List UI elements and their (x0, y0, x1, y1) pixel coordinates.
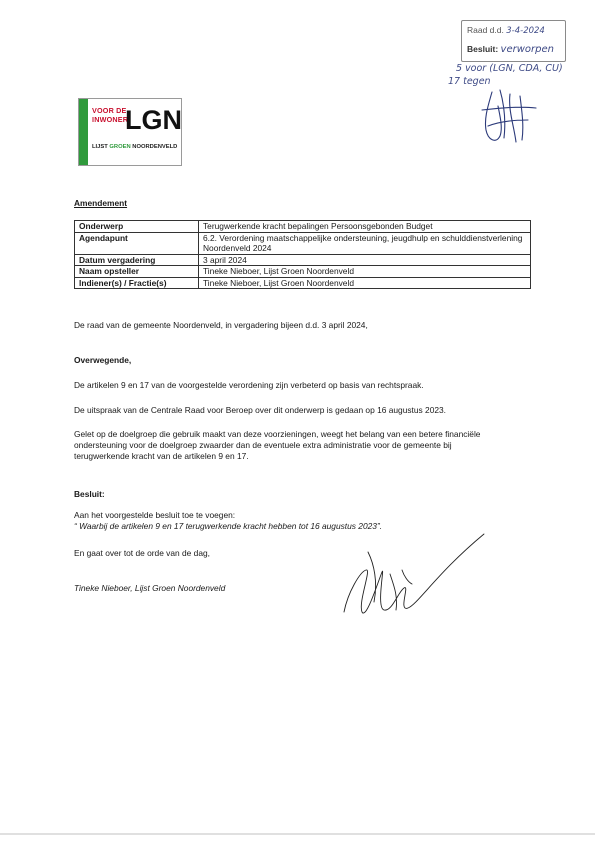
info-table-value: Terugwerkende kracht bepalingen Persoonsgebonden Budget (199, 221, 531, 233)
info-table-value: Tineke Nieboer, Lijst Groen Noordenveld (199, 266, 531, 278)
besluit-line1: Aan het voorgestelde besluit toe te voegen: (74, 510, 236, 520)
stamp-besluit-line (467, 44, 554, 55)
besluit-text (74, 510, 382, 532)
consideration-paragraph-2: De uitspraak van de Centrale Raad voor Beroep over dit onderwerp is gedaan op 16 augustus 2023. (74, 405, 446, 415)
info-table-value: 6.2. Verordening maatschappelijke ondersteuning, jeugdhulp en schulddienstverlening Noordenveld 2024 (199, 232, 531, 254)
consideration-paragraph-1: De artikelen 9 en 17 van de voorgestelde verordening zijn verbeterd op basis van rechtspraak. (74, 380, 424, 390)
consideration-paragraph-3-line1: Gelet op de doelgroep die gebruik maakt van deze voorzieningen, weegt het belang van een betere financiële (74, 429, 481, 439)
signatory-name: Tineke Nieboer, Lijst Groen Noordenveld (74, 583, 226, 593)
stamp-raad-line (467, 25, 545, 36)
info-table-value: 3 april 2024 (199, 254, 531, 266)
info-table-label: Naam opsteller (75, 266, 199, 278)
overwegende-heading: Overwegende, (74, 355, 132, 365)
info-table-row (75, 254, 531, 266)
info-table-label: Agendapunt (75, 232, 199, 254)
decision-stamp (461, 20, 566, 62)
stamp-besluit-value: verworpen (500, 44, 554, 55)
stamp-raad-date: 3-4-2024 (506, 26, 545, 36)
info-table-label: Indiener(s) / Fractie(s) (75, 277, 199, 289)
info-table-label: Datum vergadering (75, 254, 199, 266)
stamp-besluit-label: Besluit: (467, 44, 499, 54)
consideration-paragraph-3-line3: terugwerkende kracht van de artikelen 9 en 17. (74, 451, 249, 461)
logo-abbreviation: LGN (125, 105, 182, 135)
document-heading: Amendement (74, 198, 128, 208)
consideration-paragraph-3 (74, 429, 480, 462)
intro-text: De raad van de gemeente Noordenveld, in vergadering bijeen d.d. 3 april 2024, (74, 320, 368, 330)
logo-tagline-line2: INWONER (92, 114, 129, 124)
besluit-line2: “ Waarbij de artikelen 9 en 17 terugwerkende kracht hebben tot 16 augustus 2023”. (74, 521, 383, 531)
info-table-value: Tineke Nieboer, Lijst Groen Noordenveld (199, 277, 531, 289)
info-table-row (75, 266, 531, 278)
stamp-raad-label: Raad d.d. (467, 25, 504, 35)
vote-against-note: 17 tegen (448, 76, 491, 87)
vote-for-note: 5 voor (LGN, CDA, CU) (456, 63, 563, 74)
logo-party-name-part1: LIJST (92, 144, 110, 150)
logo-tagline-line1: VOOR DE (92, 106, 127, 115)
amendment-info-table (74, 220, 531, 289)
page-bottom-rule (0, 833, 595, 835)
handwritten-signature (338, 512, 488, 627)
info-table-row (75, 221, 531, 233)
lgn-logo (78, 98, 182, 166)
logo-green-bar (79, 99, 88, 165)
closing-text: En gaat over tot de orde van de dag, (74, 548, 210, 558)
logo-party-name-part3: NOORDENVELD (130, 144, 178, 150)
besluit-heading: Besluit: (74, 489, 105, 499)
logo-party-name (92, 144, 177, 150)
logo-tagline (92, 107, 128, 124)
info-table-row (75, 232, 531, 254)
logo-party-name-part2: GROEN (109, 144, 131, 150)
info-table-label: Onderwerp (75, 221, 199, 233)
stamp-signature-graphic (470, 86, 550, 148)
info-table-row (75, 277, 531, 289)
consideration-paragraph-3-line2: ondersteuning voor de doelgroep zwaarder dan de eventuele extra administratie voor de gemeente bij (74, 440, 452, 450)
